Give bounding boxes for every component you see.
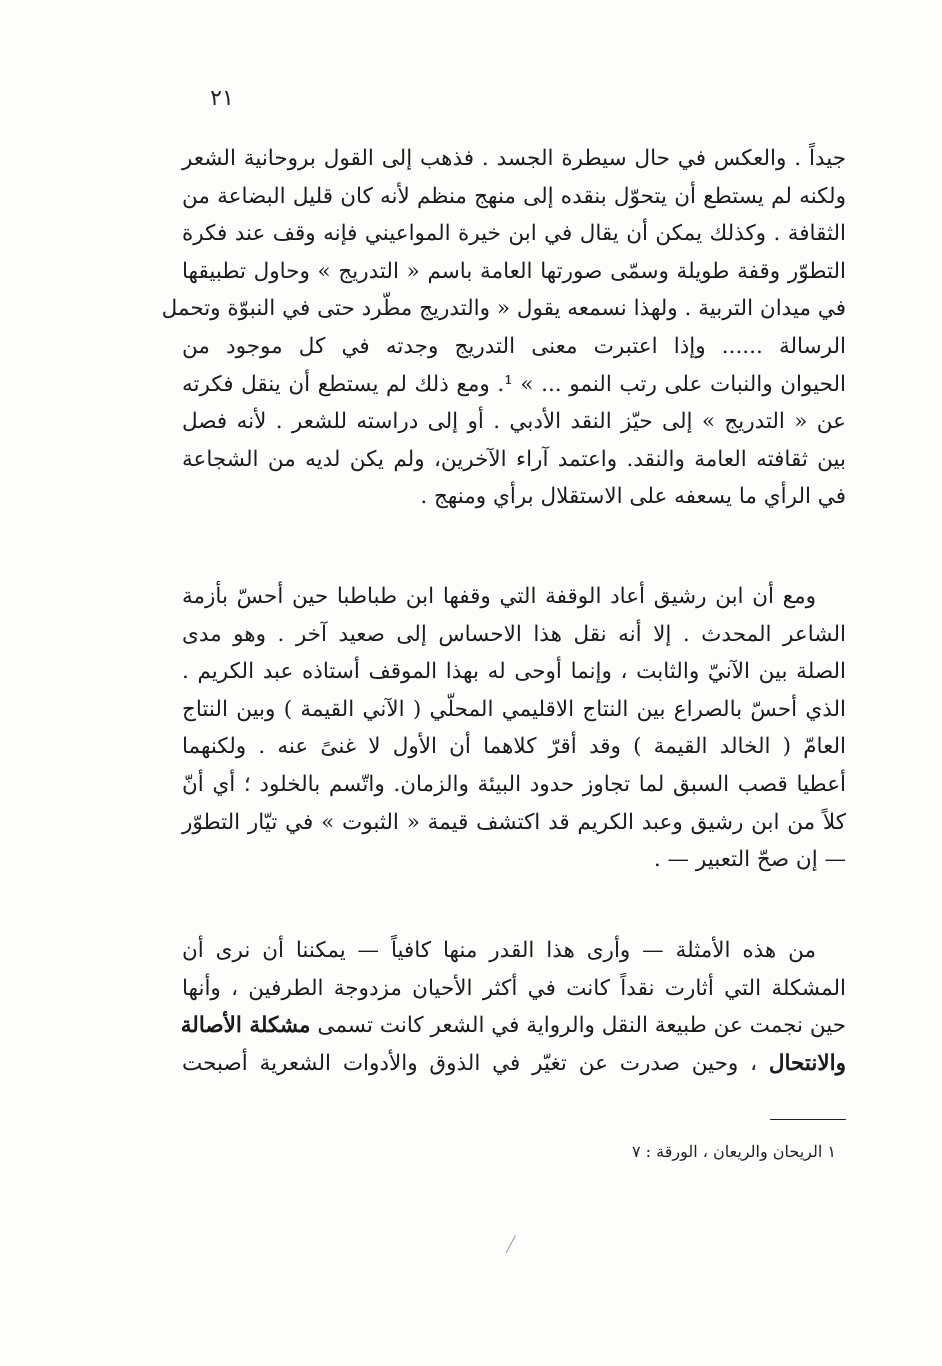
paragraph-2 [182,578,846,879]
text-line: المشكلة التي أثارت نقداً كانت في أكثر الأحيان مزدوجة الطرفين ، وأنها [182,975,846,1001]
text-line: التطوّر وقفة طويلة وسمّى صورتها العامة باسم « التدريج » وحاول تطبيقها [182,258,846,284]
text-line: الثقافة . وكذلك يمكن أن يقال في ابن خيرة المواعيني فإنه وقف عند فكرة [182,221,846,247]
page-number: ٢١ [210,86,234,111]
text-line: ومع أن ابن رشيق أعاد الوقفة التي وقفها ابن طباطبا حين أحسّ بأزمة [182,584,816,609]
text-line [182,1045,846,1083]
text-line: أعطيا قصب السبق لما تجاوز حدود البيئة والزمان. واتّسم بالخلود ؛ أي أنّ [182,771,846,797]
text-line: الذي أحسّ بالصراع بين النتاج الاقليمي المحلّي ( الآني القيمة ) وبين النتاج [182,696,846,722]
paragraph-3 [182,932,846,1082]
text-fragment: ، وحين صدرت عن تغيّر في الذوق والأدوات الشعرية أصبحت [182,1050,758,1076]
bold-term: مشكلة الأصالة [180,1013,311,1039]
text-line: عن « التدريج » إلى حيّز النقد الأدبي . أو إلى دراسته للشعر . لأنه فصل [182,409,846,435]
text-line: بين ثقافته العامة والنقد. واعتمد آراء الآخرين، ولم يكن لديه من الشجاعة [182,446,846,472]
text-line: الشاعر المحدث . إلا أنه نقل هذا الاحساس إلى صعيد آخر . وهو مدى [182,621,846,647]
text-line: جيداً . والعكس في حال سيطرة الجسد . فذهب إلى القول بروحانية الشعر [182,146,846,171]
text-line: ولكنه لم يستطع أن يتحوّل بنقده إلى منهج منظم لأنه كان قليل البضاعة من [182,183,846,209]
text-line: كلاً من ابن رشيق وعبد الكريم قد اكتشف قيمة « الثبوت » في تيّار التطوّر [182,809,846,835]
paragraph-1 [161,140,846,516]
text-line: الصلة بين الآنيّ والثابت ، وإنما أوحى له بهذا الموقف أستاذه عبد الكريم . [182,659,846,685]
text-line: في الرأي ما يسعفه على الاستقلال برأي ومنهج . [420,484,846,510]
text-line: الحيوان والنبات على رتب النمو ... » ¹. ومع ذلك لم يستطع أن ينقل فكرته [182,371,846,397]
text-fragment: حين نجمت عن طبيعة النقل والرواية في الشعر كانت تسمى [317,1013,846,1039]
text-line: العامّ ( الخالد القيمة ) وقد أقرّ كلاهما أن الأول لا غنىً عنه . ولكنهما [182,734,846,760]
footnote: ١ الريحان والريعان ، الورقة : ٧ [631,1142,836,1161]
bold-term: والانتحال [768,1050,846,1076]
text-line: من هذه الأمثلة — وأرى هذا القدر منها كافياً — يمكننا أن نرى أن [182,938,816,963]
text-line: الرسالة ...... وإذا اعتبرت معنى التدريج وجدته في كل موجود من [182,333,846,359]
text-line: في ميدان التربية . ولهذا نسمعه يقول « والتدريج مطّرد حتى في النبوّة وتحمل [161,296,846,322]
text-line: — إن صحّ التعبير — . [653,847,846,873]
footnote-divider [770,1119,846,1120]
paper-mark [506,1235,519,1255]
text-line [182,1007,846,1045]
